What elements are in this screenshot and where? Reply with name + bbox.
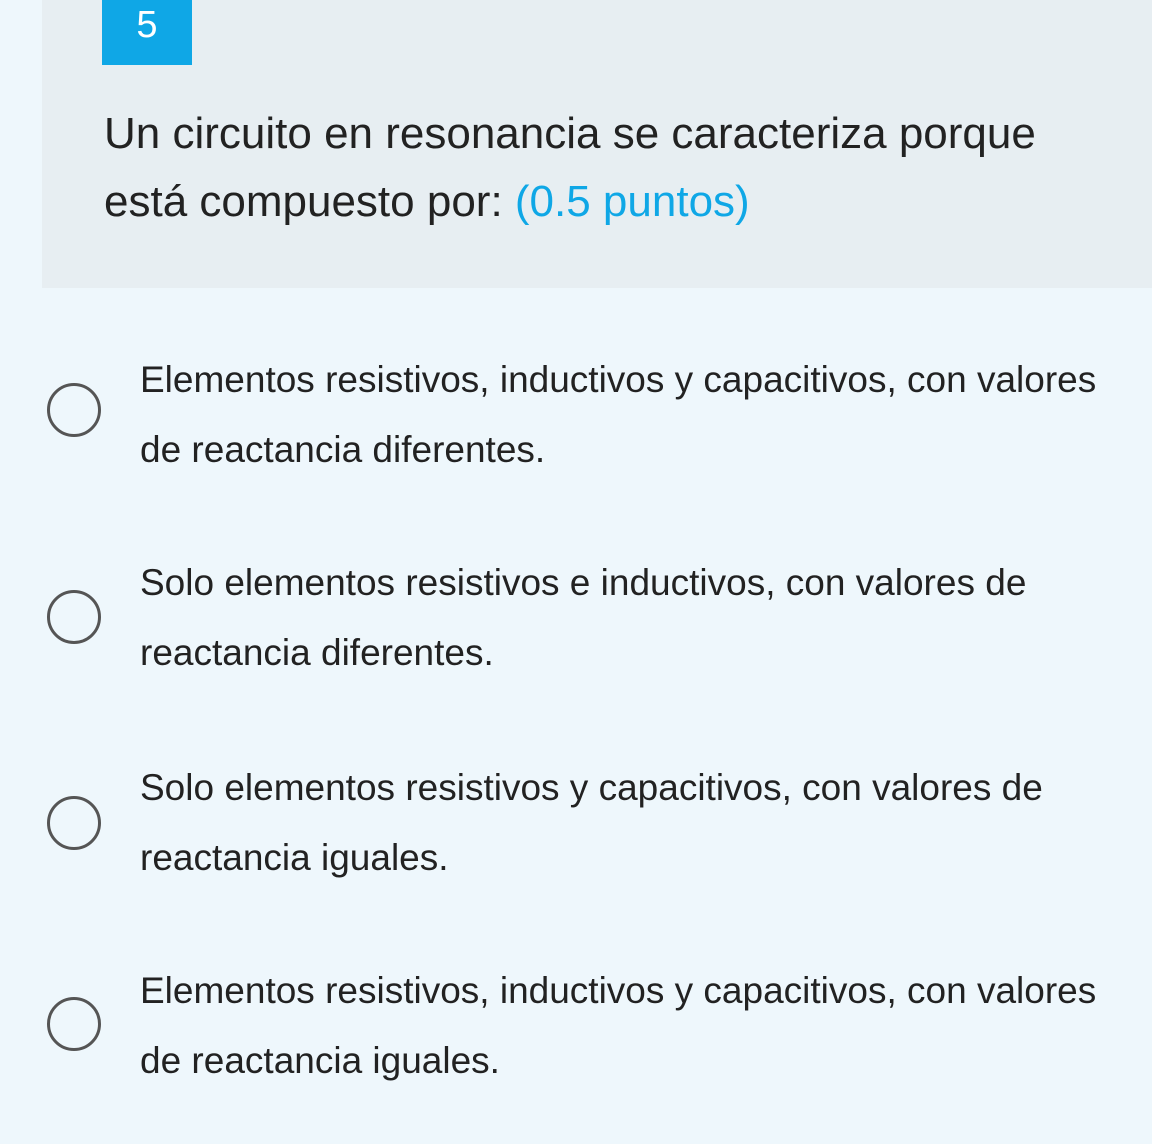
radio-button-option-3[interactable] bbox=[47, 796, 101, 850]
option-label-3: Solo elementos resistivos y capacitivos, con valores de reactancia iguales. bbox=[140, 767, 1043, 878]
option-label-1: Elementos resistivos, inductivos y capacitivos, con valores de reactancia diferentes. bbox=[140, 359, 1097, 470]
answer-option-3[interactable] bbox=[0, 752, 1152, 902]
answer-option-2[interactable] bbox=[0, 545, 1152, 695]
answer-option-4[interactable] bbox=[0, 955, 1152, 1105]
option-label-2: Solo elementos resistivos e inductivos, con valores de reactancia diferentes. bbox=[140, 562, 1027, 673]
question-number-badge: 5 bbox=[102, 0, 192, 65]
question-prompt bbox=[104, 100, 1104, 236]
radio-button-option-1[interactable] bbox=[47, 383, 101, 437]
question-text: Un circuito en resonancia se caracteriza porque está compuesto por: bbox=[104, 109, 1036, 226]
option-label-4: Elementos resistivos, inductivos y capacitivos, con valores de reactancia iguales. bbox=[140, 970, 1097, 1081]
radio-button-option-4[interactable] bbox=[47, 997, 101, 1051]
answer-option-1[interactable] bbox=[0, 343, 1152, 493]
radio-button-option-2[interactable] bbox=[47, 590, 101, 644]
question-points: (0.5 puntos) bbox=[514, 177, 750, 226]
